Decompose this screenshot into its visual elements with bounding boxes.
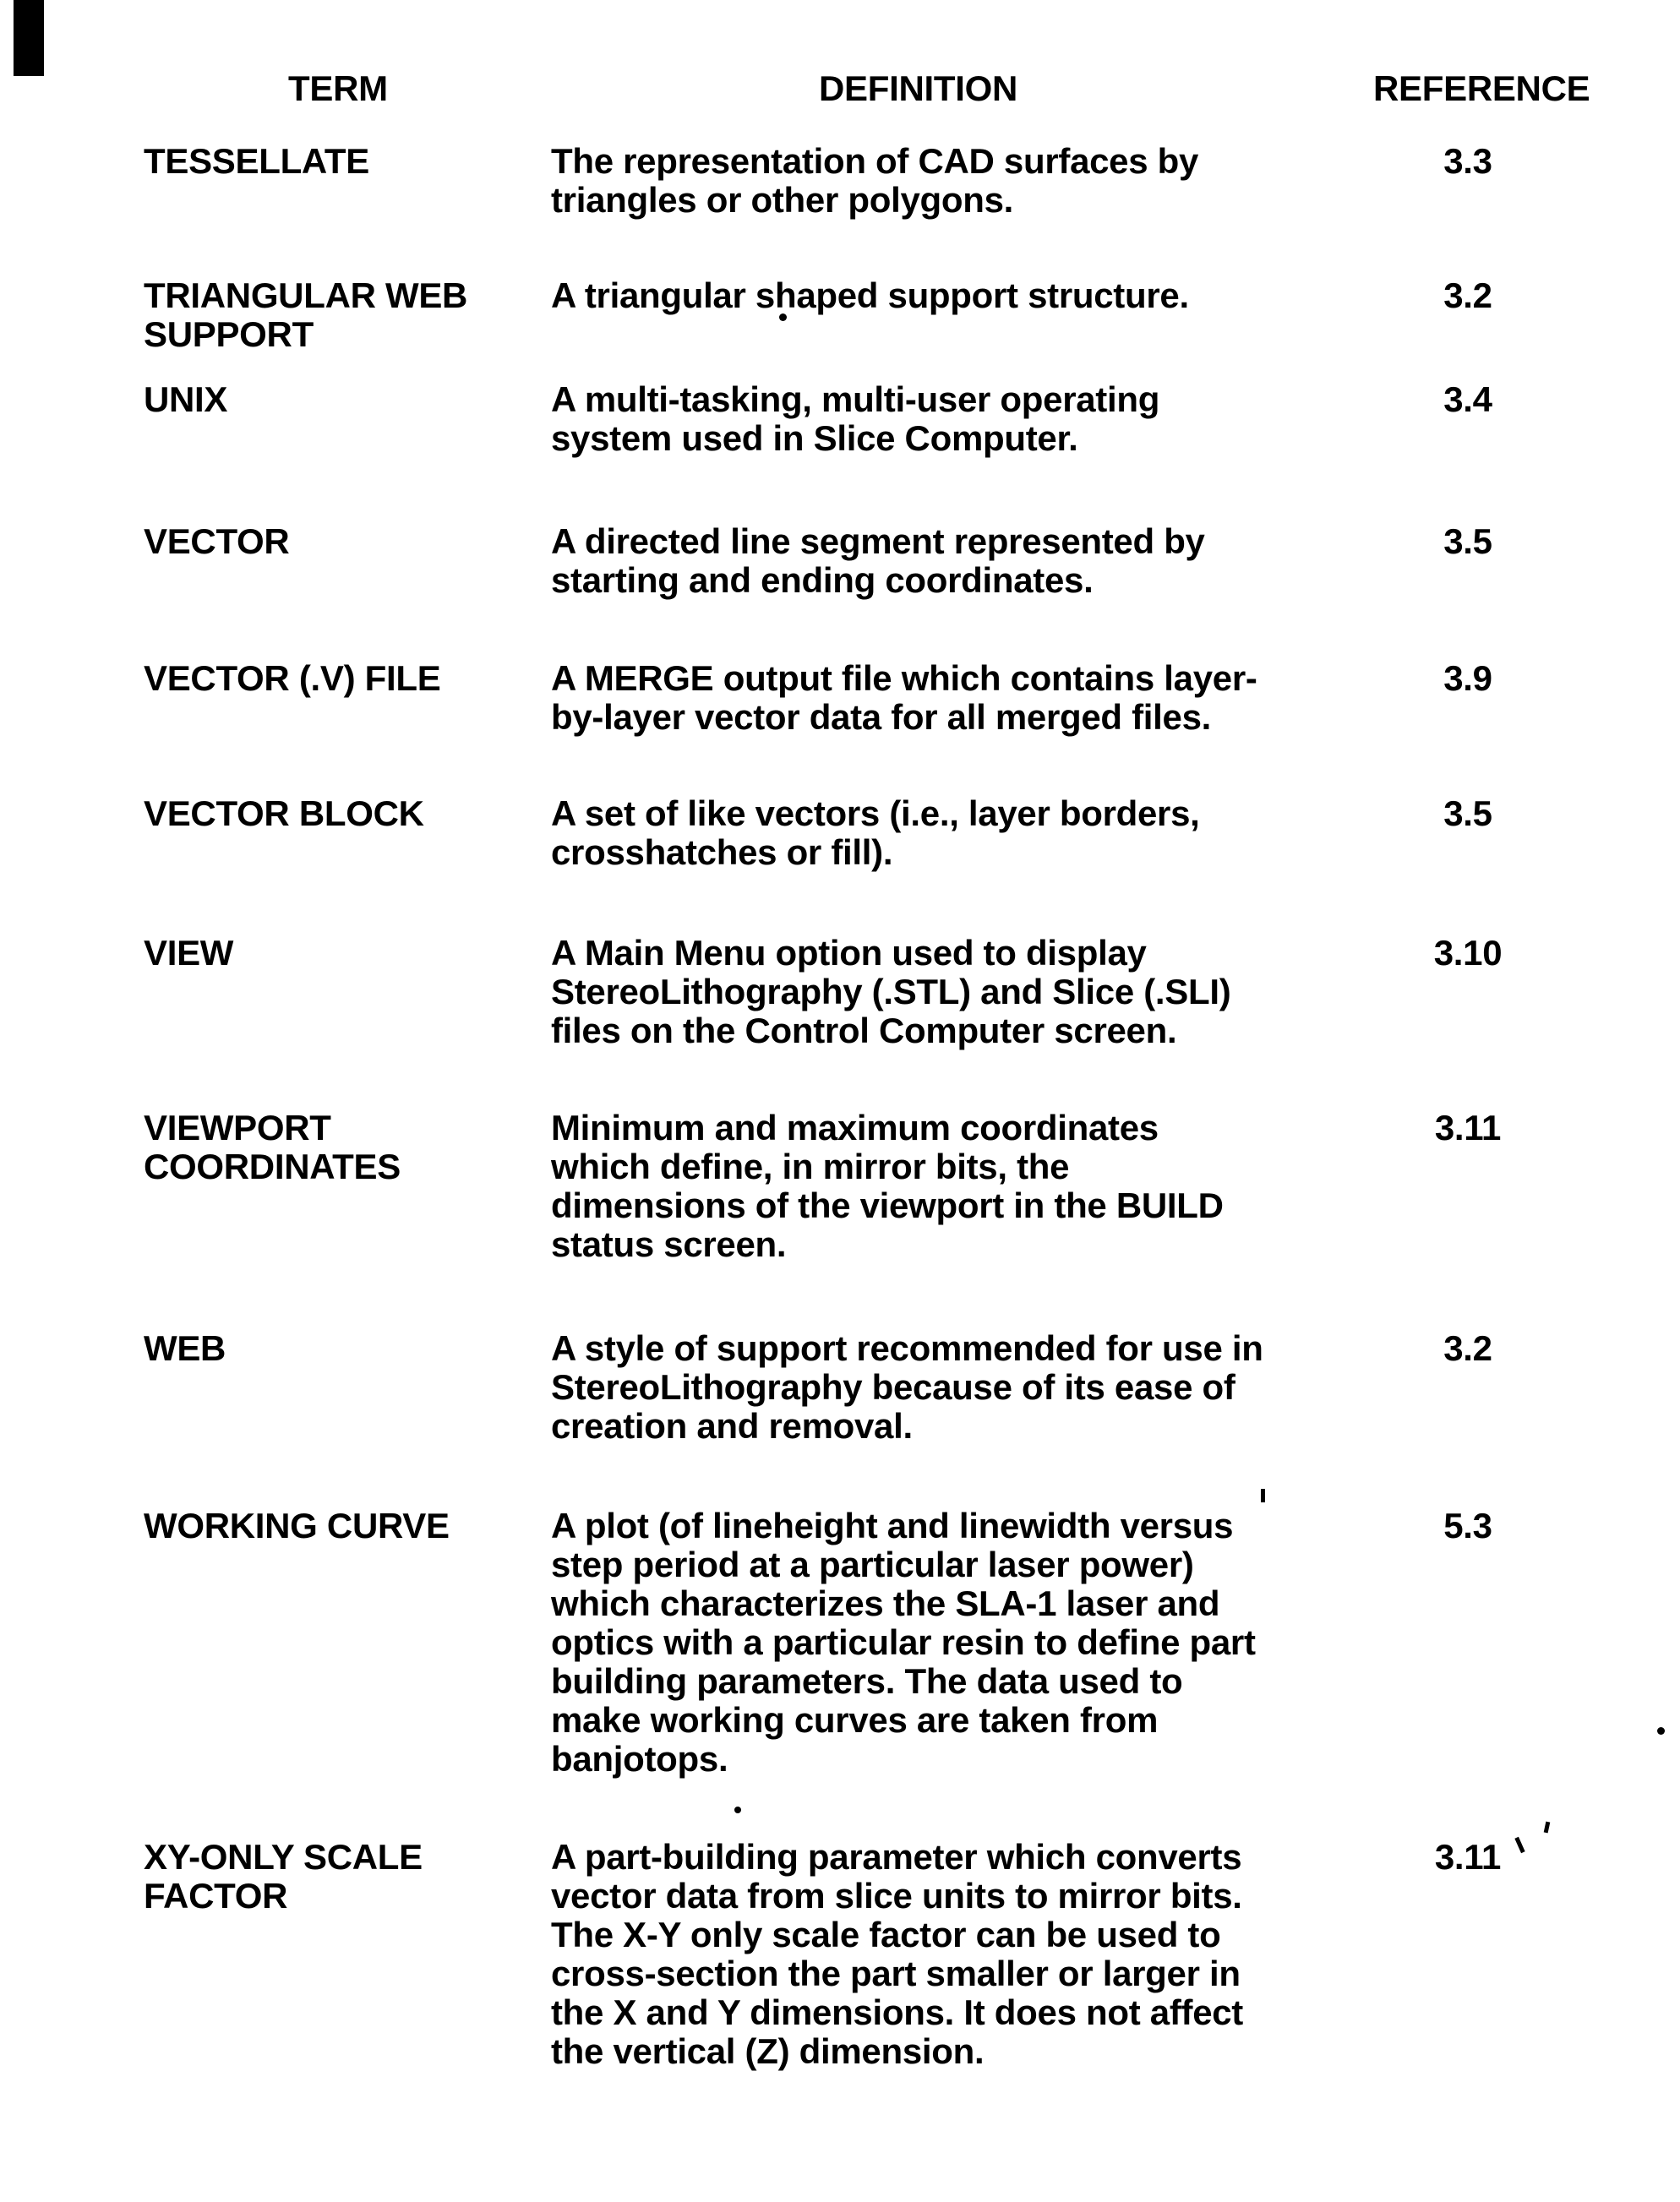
reference-cell: 5.3: [1443, 1506, 1492, 1545]
reference-cell: 3.3: [1443, 141, 1492, 181]
term-cell: TESSELLATE: [144, 141, 369, 181]
reference-cell: 3.2: [1443, 275, 1492, 315]
reference-cell: 3.10: [1433, 933, 1503, 973]
definition-cell: A MERGE output file which contains layer- by-layer vector data for all merged files.: [551, 658, 1257, 737]
term-cell: VECTOR (.V) FILE: [144, 658, 441, 698]
column-header-definition: DEFINITION: [819, 68, 1017, 108]
term-cell: VIEW: [144, 933, 234, 973]
definition-cell: A style of support recommended for use in StereoLithography because of its ease of creation and removal.: [551, 1328, 1263, 1446]
definition-cell: A multi-tasking, multi-user operating system used in Slice Computer.: [551, 379, 1160, 458]
term-cell: VIEWPORT COORDINATES: [144, 1108, 401, 1186]
scan-artifact-apostrophe-after-reference: [1544, 1822, 1551, 1834]
definition-cell: A part-building parameter which converts vector data from slice units to mirror bits. The X-Y only scale factor can be used to cross-section the part smaller or larger in the X and Y dimensions. It does not affect the vertical (Z) dimension.: [551, 1837, 1243, 2071]
scan-artifact-corner-bar: [14, 0, 44, 76]
term-cell: VECTOR BLOCK: [144, 793, 424, 833]
reference-cell: 3.11: [1434, 1108, 1502, 1147]
term-cell: WORKING CURVE: [144, 1506, 450, 1545]
definition-cell: The representation of CAD surfaces by triangles or other polygons.: [551, 141, 1199, 220]
term-cell: TRIANGULAR WEB SUPPORT: [144, 275, 468, 354]
reference-cell: 3.9: [1443, 658, 1492, 698]
reference-cell: 3.2: [1443, 1328, 1492, 1368]
definition-cell: A directed line segment represented by starting and ending coordinates.: [551, 521, 1205, 600]
column-header-reference: REFERENCE: [1373, 68, 1590, 108]
term-cell: VECTOR: [144, 521, 290, 561]
definition-cell: A Main Menu option used to display StereoLithography (.STL) and Slice (.SLI) files on the Control Computer screen.: [551, 933, 1231, 1050]
definition-cell: A triangular shaped support structure.: [551, 275, 1189, 315]
reference-cell: 3.5: [1443, 521, 1492, 561]
column-header-term: TERM: [288, 68, 388, 108]
term-cell: XY-ONLY SCALE FACTOR: [144, 1837, 423, 1916]
definition-cell: A set of like vectors (i.e., layer borders, crosshatches or fill).: [551, 793, 1200, 872]
definition-cell: A plot (of lineheight and linewidth versus step period at a particular laser power) which characterizes the SLA-1 laser and optics with a particular resin to define part building parameters. The data used to make working curves are taken from banjotops.: [551, 1506, 1256, 1779]
reference-cell: 3.5: [1443, 793, 1492, 833]
scan-artifact-tick-above-versus: [1261, 1489, 1265, 1502]
reference-cell: 3.4: [1443, 379, 1492, 419]
definition-cell: Minimum and maximum coordinates which define, in mirror bits, the dimensions of the viewport in the BUILD status screen.: [551, 1108, 1224, 1264]
scan-artifact-dot-right-margin: [1657, 1727, 1665, 1735]
term-cell: UNIX: [144, 379, 228, 419]
term-cell: WEB: [144, 1328, 226, 1368]
scan-artifact-dot-near-xy-row: [734, 1807, 741, 1813]
reference-cell: 3.11: [1434, 1837, 1502, 1877]
